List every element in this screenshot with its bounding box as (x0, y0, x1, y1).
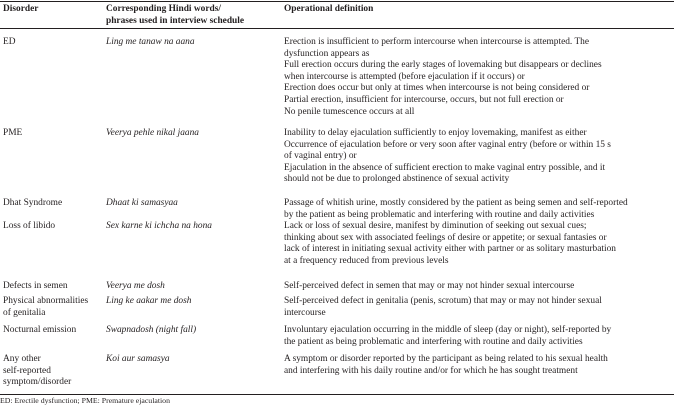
header-disorder-line: Disorder (3, 4, 39, 14)
cell-line: the patient as being problematic and interfering with routine and daily activities (284, 336, 583, 347)
cell-line: Self-perceived defect in semen that may or may not hinder sexual intercourse (284, 281, 575, 291)
cell-line: Any other (3, 354, 41, 364)
cell-line: Physical abnormalities (3, 296, 89, 306)
cell-line: A symptom or disorder reported by the participant as being related to his sexual health (284, 354, 608, 364)
cell-line: Defects in semen (3, 281, 68, 291)
cell-line: Partial erection, insufficient for intercourse, occurs, but not full erection or (284, 94, 564, 105)
cell-line: No penile tumescence occurs at all (284, 106, 415, 117)
cell-line: should not be due to prolonged abstinence of sexual activity (284, 174, 510, 185)
cell-line: Koi aur samasya (106, 354, 170, 364)
cell-definition (284, 281, 574, 293)
cell-line: symptom/disorder (3, 377, 72, 388)
cell-definition (284, 296, 602, 319)
header-hindi-line: Corresponding Hindi words/ (106, 4, 221, 14)
cell-line: Erection is insufficient to perform intercourse when intercourse is attempted. The (284, 37, 590, 47)
cell-definition (284, 325, 611, 348)
header-disorder (3, 4, 38, 16)
cell-disorder (3, 325, 76, 337)
cell-hindi (106, 354, 170, 366)
cell-line: thinking about sex with associated feelings of desire or appetite; or sexual fantasies or (284, 232, 607, 243)
cell-line: of genitalia (3, 307, 46, 318)
table-top-rule (0, 1, 674, 2)
cell-line: Loss of libido (3, 221, 56, 231)
cell-line: Involuntary ejaculation occurring in the middle of sleep (day or night), self-reported by (284, 325, 612, 335)
header-hindi-line: phrases used in interview schedule (106, 15, 245, 26)
cell-definition (284, 198, 628, 221)
table-bottom-rule (0, 394, 674, 395)
cell-disorder (3, 296, 88, 319)
cell-line: at a frequency reduced from previous levels (284, 255, 449, 266)
cell-line: Full erection occurs during the early stages of lovemaking but disappears or declines (284, 60, 602, 71)
header-definition-line: Operational definition (284, 4, 374, 14)
cell-line: Dhat Syndrome (3, 198, 63, 208)
cell-line: Sex karne ki ichcha na hona (106, 221, 212, 231)
cell-line: Ejaculation in the absence of sufficient erection to make vaginal entry possible, and it (284, 162, 606, 173)
cell-line: dysfunction appears as (284, 48, 370, 59)
cell-line: lack of interest in initiating sexual activity either with partner or as solitary masturbation (284, 244, 616, 255)
cell-line: Veerya me dosh (106, 281, 165, 291)
cell-definition (284, 354, 608, 377)
cell-definition (284, 128, 611, 186)
header-bottom-rule (0, 28, 674, 29)
table-footnote: ED: Erectile dysfunction; PME: Premature ejaculation (0, 396, 170, 405)
cell-disorder (3, 37, 16, 49)
cell-hindi (106, 281, 165, 293)
cell-line: Ling ke aakar me dosh (106, 296, 192, 306)
cell-hindi (106, 221, 212, 233)
cell-hindi (106, 37, 195, 49)
cell-line: Lack or loss of sexual desire, manifest by diminution of seeking out sexual cues; (284, 221, 587, 231)
cell-line: Passage of whitish urine, mostly considered by the patient as being semen and self-reported (284, 198, 628, 208)
cell-hindi (106, 296, 191, 308)
cell-line: Nocturnal emission (3, 325, 77, 335)
cell-hindi (106, 325, 196, 337)
cell-line: Swapnadosh (night fall) (106, 325, 197, 335)
cell-definition (284, 37, 602, 118)
cell-line: Self-perceived defect in genitalia (penis, scrotum) that may or may not hinder sexual (284, 296, 602, 306)
cell-disorder (3, 128, 22, 140)
cell-hindi (106, 198, 178, 210)
cell-line: Veerya pehle nikal jaana (106, 128, 199, 138)
cell-hindi (106, 128, 199, 140)
cell-definition (284, 221, 616, 267)
cell-line: Ling me tanaw na aana (106, 37, 195, 47)
cell-disorder (3, 281, 68, 293)
cell-line: Occurrence of ejaculation before or very soon after vaginal entry (before or within 15 s (284, 139, 611, 150)
cell-line: of vaginal entry) or (284, 151, 357, 162)
cell-line: self-reported (3, 365, 51, 376)
header-operational-definition (284, 4, 373, 16)
cell-line: Inability to delay ejaculation sufficiently to enjoy lovemaking, manifest as either (284, 128, 587, 138)
cell-line: ED (3, 37, 16, 47)
cell-line: by the patient as being problematic and interfering with routine and daily activities (284, 209, 595, 220)
cell-line: intercourse (284, 307, 326, 318)
cell-line: and interfering with his daily routine and/or for which he has sought treatment (284, 365, 578, 376)
cell-line: when intercourse is attempted (before ejaculation if it occurs) or (284, 71, 525, 82)
cell-line: Dhaat ki samasyaa (106, 198, 178, 208)
cell-line: Erection does occur but only at times when intercourse is not being considered or (284, 83, 590, 94)
cell-disorder (3, 354, 71, 389)
header-hindi-phrases (106, 4, 244, 27)
cell-disorder (3, 198, 62, 210)
cell-line: PME (3, 128, 23, 138)
cell-disorder (3, 221, 55, 233)
